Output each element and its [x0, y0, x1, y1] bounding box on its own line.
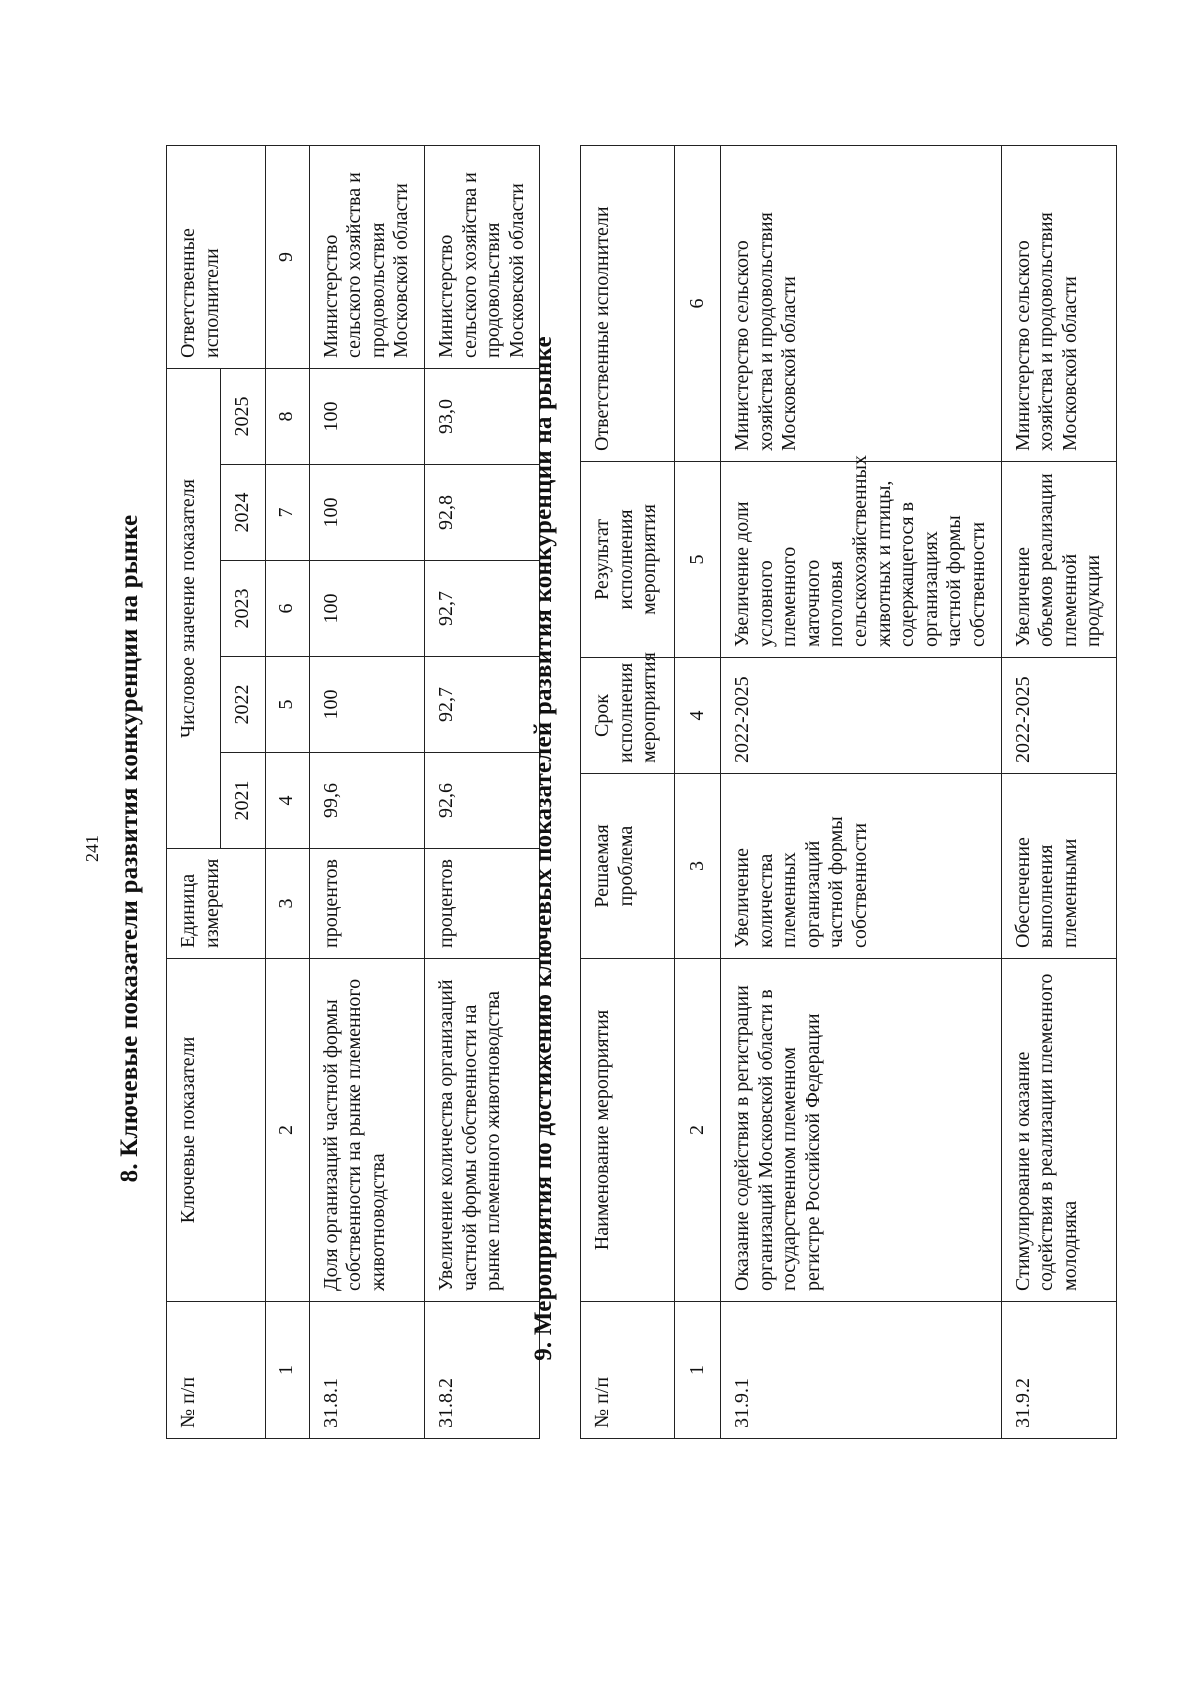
row-term: 2022-2025: [721, 658, 1002, 774]
header-responsible: Ответственные исполнители: [581, 146, 675, 462]
row-indicator: Доля организаций частной формы собственности на рынке племенного животноводства: [309, 959, 424, 1302]
header-year: 2022: [221, 657, 266, 753]
row-result: Увеличение доли условного племенного маточного поголовья сельскохозяйственных животных и птицы, содержащегося в организациях частной формы собственности: [721, 462, 1002, 658]
row-responsible: Министерство сельского хозяйства и продовольствия Московской области: [424, 145, 539, 368]
header-responsible: Ответственные исполнители: [167, 145, 266, 368]
column-number: 6: [675, 146, 721, 462]
row-value: 100: [309, 657, 424, 753]
row-unit: процентов: [309, 849, 424, 959]
section-9-title: 9. Мероприятия по достижению ключевых показателей развития конкуренции на рынке: [530, 336, 557, 1361]
column-number: 7: [265, 465, 309, 561]
row-measure: Стимулирование и оказание содействия в реализации племенного молодняка: [1001, 959, 1116, 1302]
column-number: 2: [675, 959, 721, 1302]
row-num: 31.8.2: [424, 1302, 539, 1439]
row-value: 92,7: [424, 561, 539, 657]
column-number: 6: [265, 561, 309, 657]
row-problem: Обеспечение выполнения племенными: [1001, 774, 1116, 959]
row-measure: Оказание содействия в регистрации организаций Московской области в государственном племенном регистре Российской Федерации: [721, 959, 1002, 1302]
header-num: № п/п: [167, 1302, 266, 1439]
row-value: 100: [309, 561, 424, 657]
row-num: 31.9.1: [721, 1302, 1002, 1439]
header-year: 2024: [221, 465, 266, 561]
header-result: Результат исполнения мероприятия: [581, 462, 675, 658]
header-year: 2023: [221, 561, 266, 657]
table-row: [424, 145, 539, 1438]
header-indicator: Ключевые показатели: [167, 959, 266, 1302]
column-number: 4: [265, 753, 309, 849]
measures-table: [580, 145, 1117, 1439]
column-number: 4: [675, 658, 721, 774]
row-value: 100: [309, 465, 424, 561]
row-value: 100: [309, 368, 424, 464]
column-number: 3: [265, 849, 309, 959]
row-result: Увеличение объемов реализации племенной продукции: [1001, 462, 1116, 658]
column-number: 5: [675, 462, 721, 658]
column-number: 1: [675, 1302, 721, 1439]
page-number: 241: [82, 835, 102, 862]
row-value: 92,7: [424, 657, 539, 753]
row-value: 92,8: [424, 465, 539, 561]
header-term: Срок исполнения мероприятия: [581, 658, 675, 774]
row-problem: Увеличение количества племенных организаций частной формы собственности: [721, 774, 1002, 959]
section-8-title: 8. Ключевые показатели развития конкуренции на рынке: [116, 514, 143, 1183]
column-number: 1: [265, 1302, 309, 1439]
table-row: [309, 145, 424, 1438]
column-number: 8: [265, 368, 309, 464]
row-num: 31.9.2: [1001, 1302, 1116, 1439]
row-responsible: Министерство сельского хозяйства и продовольствия Московской области: [721, 146, 1002, 462]
row-term: 2022-2025: [1001, 658, 1116, 774]
row-value: 99,6: [309, 753, 424, 849]
header-year: 2021: [221, 753, 266, 849]
key-indicators-table: [166, 145, 540, 1439]
row-responsible: Министерство сельского хозяйства и продовольствия Московской области: [309, 145, 424, 368]
row-unit: процентов: [424, 849, 539, 959]
row-responsible: Министерство сельского хозяйства и продовольствия Московской области: [1001, 146, 1116, 462]
row-indicator: Увеличение количества организаций частной формы собственности на рынке племенного животноводства: [424, 959, 539, 1302]
row-num: 31.8.1: [309, 1302, 424, 1439]
header-unit: Единица измерения: [167, 849, 266, 959]
table-row: [1001, 146, 1116, 1439]
row-value: 93,0: [424, 368, 539, 464]
table-row: [721, 146, 1002, 1439]
header-year: 2025: [221, 368, 266, 464]
header-num: № п/п: [581, 1302, 675, 1439]
column-number: 5: [265, 657, 309, 753]
header-measure: Наименование мероприятия: [581, 959, 675, 1302]
column-number: 9: [265, 145, 309, 368]
column-number: 3: [675, 774, 721, 959]
column-number: 2: [265, 959, 309, 1302]
header-value-group: Числовое значение показателя: [167, 368, 221, 848]
header-problem: Решаемая проблема: [581, 774, 675, 959]
row-value: 92,6: [424, 753, 539, 849]
